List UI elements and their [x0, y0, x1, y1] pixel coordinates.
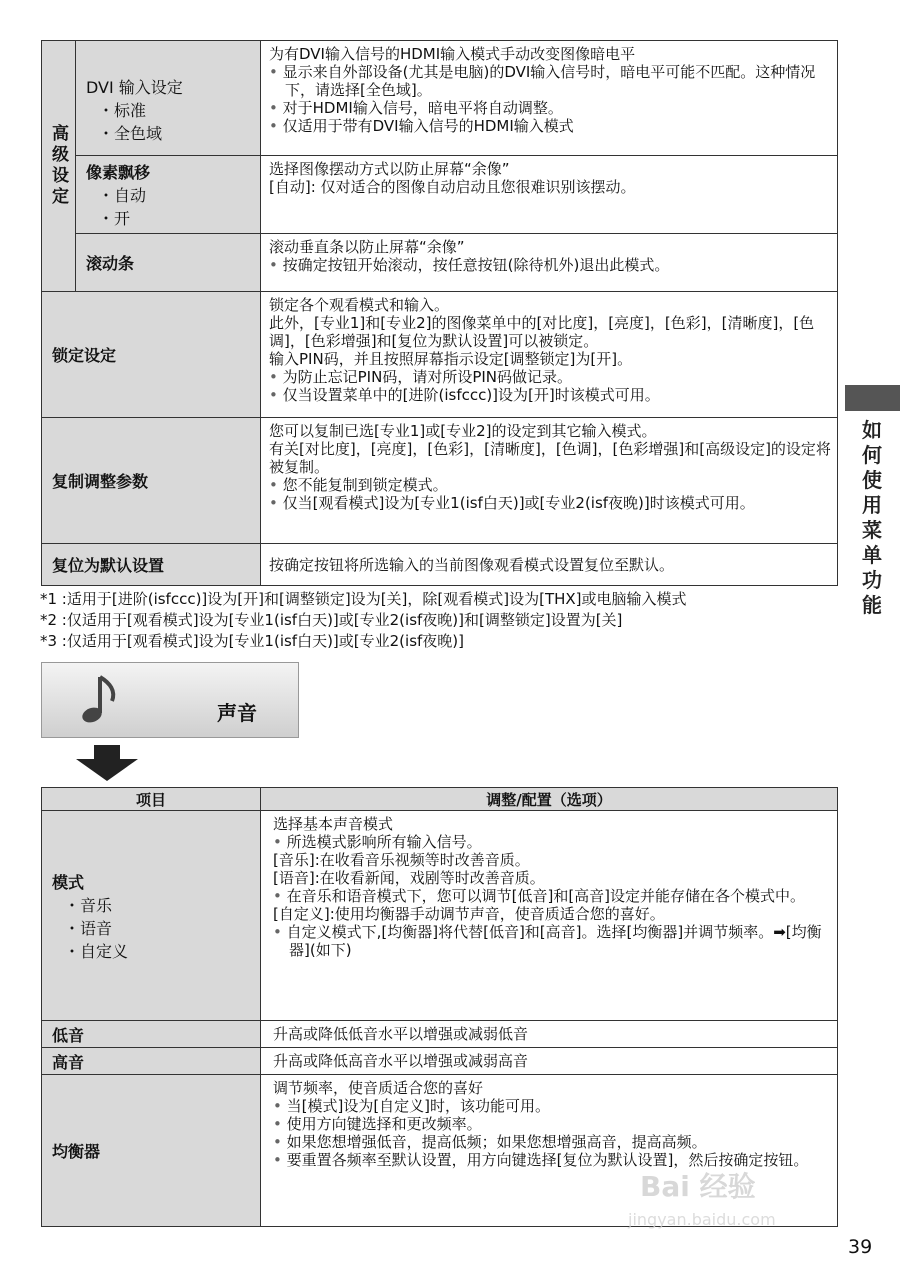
mode-option: ・ 自定义 — [52, 939, 254, 962]
sound-section-banner — [41, 662, 299, 738]
desc-bullet: • 显示来自外部设备(尤其是电脑)的DVI输入信号时，暗电平可能不匹配。这种情况下，请选择[全色域]。 — [269, 63, 831, 99]
scroll-bar-label: 滚动条 — [76, 234, 261, 292]
desc-line: [自动]: 仅对适合的图像自动启动且您很难识别该摆动。 — [269, 178, 636, 196]
page-number: 39 — [848, 1236, 873, 1258]
advanced-settings-table — [41, 40, 838, 586]
pixel-shift-description — [261, 156, 838, 234]
header-item: 项目 — [42, 788, 261, 811]
mode-option: ・ 语音 — [52, 916, 254, 939]
scroll-bar-description — [261, 234, 838, 292]
sound-settings-table — [41, 787, 838, 1227]
footnote: *2 :仅适用于[观看模式]设为[专业1(isf白天)]或[专业2(isf夜晚)]和[调整锁定]设置为[关] — [40, 611, 623, 629]
reset-default-description: 按确定按钮将所选输入的当前图像观看模式设置复位至默认。 — [261, 544, 838, 586]
desc-line: 此外，[专业1]和[专业2]的图像菜单中的[对比度]，[亮度]，[色彩]，[清晰度]，[色调]，[色彩增强]和[复位为默认设置]可以被锁定。 — [269, 314, 815, 350]
footnotes — [40, 589, 687, 652]
mode-description — [261, 811, 838, 1021]
bass-label: 低音 — [42, 1021, 261, 1048]
desc-bullet: • 仅当设置菜单中的[进阶(isfccc)]设为[开]时该模式可用。 — [269, 386, 831, 404]
copy-adjustment-label: 复制调整参数 — [42, 418, 261, 544]
bass-description: 升高或降低低音水平以增强或减弱低音 — [261, 1021, 838, 1048]
music-note-icon — [70, 673, 130, 729]
dvi-setting-cell — [76, 41, 261, 156]
desc-bullet: • 要重置各频率至默认设置，用方向键选择[复位为默认设置]，然后按确定按钮。 — [273, 1151, 831, 1169]
watermark-url: jingyan.baidu.com — [628, 1210, 776, 1229]
desc-line: 调节频率，使音质适合您的喜好 — [273, 1079, 484, 1097]
desc-line: 选择图像摆动方式以防止屏幕“余像” — [269, 160, 510, 178]
dvi-option: ・ 标准 — [86, 98, 254, 121]
side-tab-marker — [845, 385, 900, 411]
desc-bullet: • 仅适用于带有DVI输入信号的HDMI输入模式 — [269, 117, 831, 135]
footnote: *3 :仅适用于[观看模式]设为[专业1(isf白天)]或[专业2(isf夜晚)] — [40, 632, 465, 650]
desc-bullet: • 为防止忘记PIN码，请对所设PIN码做记录。 — [269, 368, 831, 386]
desc-line: 有关[对比度]，[亮度]，[色彩]，[清晰度]，[色调]，[色彩增强]和[高级设定]的设定将被复制。 — [269, 440, 831, 476]
header-adjust: 调整/配置（选项） — [261, 788, 838, 811]
desc-line: 锁定各个观看模式和输入。 — [269, 296, 450, 314]
mode-label: 模式 — [52, 872, 85, 892]
footnote: *1 :适用于[进阶(isfccc)]设为[开]和[调整锁定]设为[关]，除[观看模式]设为[THX]或电脑输入模式 — [40, 590, 687, 608]
desc-bullet: • 使用方向键选择和更改频率。 — [273, 1115, 831, 1133]
desc-bullet: • 对于HDMI输入信号，暗电平将自动调整。 — [269, 99, 831, 117]
desc-bullet: • 如果您想增强低音，提高低频；如果您想增强高音，提高高频。 — [273, 1133, 831, 1151]
desc-bullet: • 自定义模式下,[均衡器]将代替[低音]和[高音]。选择[均衡器]并调节频率。➡[均衡器](如下) — [273, 923, 831, 959]
mode-cell — [42, 811, 261, 1021]
treble-description: 升高或降低高音水平以增强或减弱高音 — [261, 1048, 838, 1075]
desc-line: [自定义]:使用均衡器手动调节声音，使音质适合您的喜好。 — [273, 905, 665, 923]
banner-title: 声音 — [217, 701, 257, 725]
pixel-option: ・ 开 — [86, 206, 254, 229]
lock-settings-label: 锁定设定 — [42, 292, 261, 418]
group-label: 高级设定 — [42, 41, 76, 292]
desc-line: [语音]:在收看新闻，戏剧等时改善音质。 — [273, 869, 545, 887]
desc-bullet: • 在音乐和语音模式下，您可以调节[低音]和[高音]设定并能存储在各个模式中。 — [273, 887, 831, 905]
pixel-shift-cell — [76, 156, 261, 234]
pixel-option: ・ 自动 — [86, 183, 254, 206]
desc-bullet: • 当[模式]设为[自定义]时，该功能可用。 — [273, 1097, 831, 1115]
lock-settings-description — [261, 292, 838, 418]
down-arrow-icon — [76, 745, 138, 781]
copy-adjustment-description — [261, 418, 838, 544]
desc-line: [音乐]:在收看音乐视频等时改善音质。 — [273, 851, 530, 869]
pixel-shift-label: 像素飘移 — [86, 163, 151, 182]
treble-label: 高音 — [42, 1048, 261, 1075]
desc-bullet: • 您不能复制到锁定模式。 — [269, 476, 831, 494]
side-tab-text: 如何使用菜单功能 — [862, 418, 882, 617]
desc-line: 滚动垂直条以防止屏幕“余像” — [269, 238, 465, 256]
mode-option: ・ 音乐 — [52, 893, 254, 916]
desc-line: 输入PIN码，并且按照屏幕指示设定[调整锁定]为[开]。 — [269, 350, 633, 368]
reset-default-label: 复位为默认设置 — [42, 544, 261, 586]
equalizer-label: 均衡器 — [42, 1075, 261, 1227]
desc-line: 选择基本声音模式 — [273, 815, 394, 833]
baidu-watermark: Bai 经验 — [640, 1170, 756, 1203]
dvi-option: ・ 全色域 — [86, 121, 254, 144]
desc-bullet: • 按确定按钮开始滚动，按任意按钮(除待机外)退出此模式。 — [269, 256, 831, 274]
desc-bullet: • 仅当[观看模式]设为[专业1(isf白天)]或[专业2(isf夜晚)]时该模式可用。 — [269, 494, 831, 512]
dvi-label: DVI 输入设定 — [86, 78, 183, 97]
desc-bullet: • 所选模式影响所有输入信号。 — [273, 833, 831, 851]
desc-line: 您可以复制已选[专业1]或[专业2]的设定到其它输入模式。 — [269, 422, 657, 440]
desc-line: 为有DVI输入信号的HDMI输入模式手动改变图像暗电平 — [269, 45, 636, 63]
dvi-description — [261, 41, 838, 156]
